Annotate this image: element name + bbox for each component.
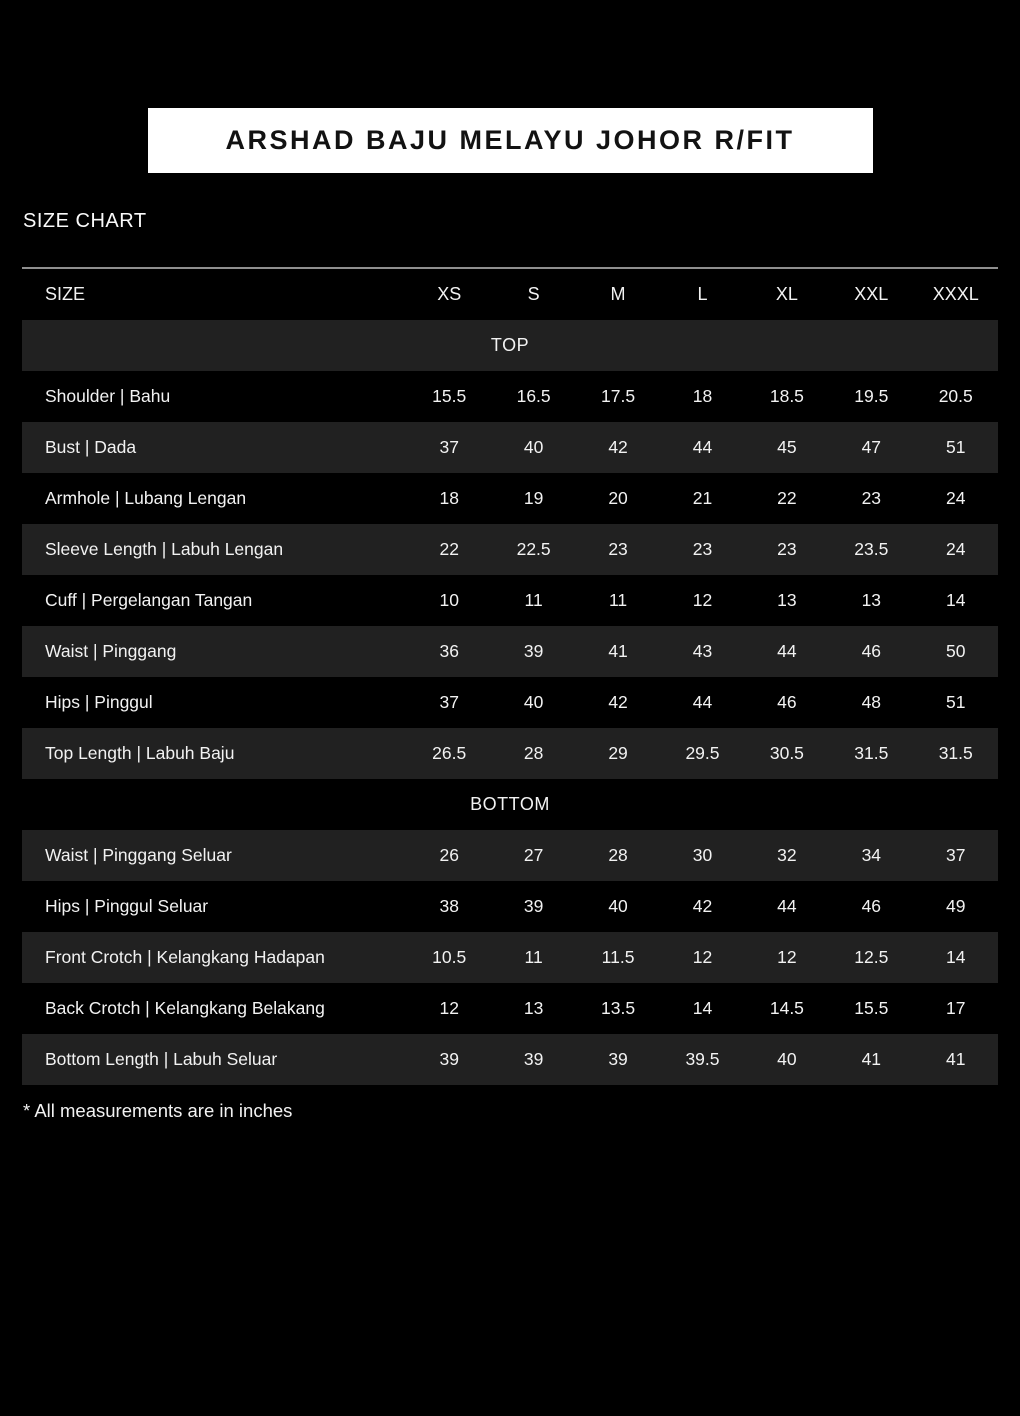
cell-value: 50 [946,641,966,661]
cell-value: 19 [523,488,544,508]
cell-value: 24 [946,539,966,559]
row-label: Sleeve Length | Labuh Lengan [45,539,284,559]
section-label-top: TOP [490,335,530,355]
row-label: Cuff | Pergelangan Tangan [45,590,253,610]
cell-value: 18 [439,488,459,508]
cell-value: 13 [523,998,544,1018]
cell-value: 36 [439,641,459,661]
size-chart-heading: SIZE CHART [23,210,147,232]
cell-value: 49 [946,896,966,916]
cell-value: 40 [523,692,544,712]
section-header-bottom [22,779,998,830]
cell-value: 22 [777,488,797,508]
size-table [22,267,998,1085]
cell-value: 14 [946,947,966,967]
cell-value: 39.5 [685,1049,720,1069]
table-row [22,728,998,779]
cell-value: 42 [692,896,713,916]
cell-value: 41 [608,641,628,661]
cell-value: 12 [439,998,459,1018]
cell-value: 42 [608,437,628,457]
cell-value: 44 [692,692,713,712]
cell-value: 38 [439,896,459,916]
cell-value: 12.5 [854,947,889,967]
column-header-s: S [527,284,540,304]
cell-value: 40 [523,437,544,457]
table-row [22,932,998,983]
cell-value: 14 [692,998,713,1018]
cell-value: 51 [946,692,966,712]
row-label: Bottom Length | Labuh Seluar [45,1049,278,1069]
cell-value: 11 [524,947,543,967]
cell-value: 40 [608,896,628,916]
size-header-row [22,269,998,320]
cell-value: 17.5 [601,386,636,406]
cell-value: 12 [692,947,713,967]
column-header-xxl: XXL [854,284,889,304]
cell-value: 37 [946,845,966,865]
cell-value: 30 [692,845,713,865]
row-label: Back Crotch | Kelangkang Belakang [45,998,325,1018]
cell-value: 51 [946,437,966,457]
cell-value: 44 [777,896,797,916]
row-label: Hips | Pinggul Seluar [45,896,209,916]
measurements-footnote: * All measurements are in inches [23,1100,293,1121]
cell-value: 13 [861,590,882,610]
row-label: Armhole | Lubang Lengan [45,488,247,508]
cell-value: 28 [608,845,628,865]
cell-value: 48 [861,692,882,712]
cell-value: 46 [861,641,882,661]
cell-value: 14.5 [769,998,804,1018]
cell-value: 13 [777,590,797,610]
cell-value: 11.5 [601,947,635,967]
cell-value: 17 [946,998,966,1018]
row-label: Hips | Pinggul [45,692,153,712]
cell-value: 10.5 [432,947,467,967]
cell-value: 40 [777,1049,797,1069]
cell-value: 23 [692,539,713,559]
section-label-bottom: BOTTOM [470,794,550,814]
cell-value: 39 [608,1049,628,1069]
cell-value: 13.5 [601,998,636,1018]
cell-value: 46 [777,692,797,712]
cell-value: 45 [777,437,797,457]
cell-value: 18.5 [769,386,804,406]
column-header-xs: XS [437,284,462,304]
cell-value: 30.5 [769,743,804,763]
row-label: Waist | Pinggang [45,641,177,661]
column-header-m: M [610,284,626,304]
cell-value: 23 [608,539,628,559]
table-row [22,371,998,422]
row-label: Waist | Pinggang Seluar [45,845,232,865]
cell-value: 15.5 [432,386,467,406]
column-header-xl: XL [775,284,798,304]
cell-value: 31.5 [854,743,889,763]
cell-value: 18 [692,386,713,406]
cell-value: 32 [777,845,797,865]
table-row [22,983,998,1034]
cell-value: 41 [946,1049,966,1069]
cell-value: 47 [861,437,882,457]
cell-value: 24 [946,488,966,508]
cell-value: 39 [523,641,544,661]
cell-value: 27 [523,845,544,865]
cell-value: 10 [439,590,459,610]
table-row [22,524,998,575]
cell-value: 37 [439,437,459,457]
cell-value: 26 [439,845,459,865]
column-header-xxxl: XXXL [932,284,979,304]
cell-value: 12 [692,590,713,610]
row-label: Bust | Dada [45,437,137,457]
cell-value: 22.5 [516,539,551,559]
cell-value: 31.5 [938,743,973,763]
size-header-label: SIZE [45,284,86,304]
cell-value: 11 [524,590,543,610]
cell-value: 39 [439,1049,459,1069]
table-row [22,1034,998,1085]
cell-value: 26.5 [432,743,467,763]
cell-value: 23.5 [854,539,889,559]
cell-value: 29 [608,743,628,763]
cell-value: 46 [861,896,882,916]
table-row [22,575,998,626]
cell-value: 39 [523,1049,544,1069]
column-header-l: L [697,284,708,304]
row-label: Shoulder | Bahu [45,386,171,406]
cell-value: 37 [439,692,459,712]
cell-value: 16.5 [516,386,551,406]
table-row [22,422,998,473]
cell-value: 44 [777,641,797,661]
cell-value: 41 [861,1049,882,1069]
table-row [22,626,998,677]
cell-value: 19.5 [854,386,889,406]
product-title-banner [148,108,873,173]
cell-value: 28 [523,743,544,763]
cell-value: 20 [608,488,628,508]
cell-value: 43 [692,641,713,661]
cell-value: 34 [861,845,882,865]
cell-value: 14 [946,590,966,610]
row-label: Front Crotch | Kelangkang Hadapan [45,947,325,967]
cell-value: 44 [692,437,713,457]
table-row [22,830,998,881]
table-row [22,881,998,932]
row-label: Top Length | Labuh Baju [45,743,235,763]
cell-value: 12 [777,947,797,967]
section-header-top [22,320,998,371]
table-row [22,473,998,524]
product-title: ARSHAD BAJU MELAYU JOHOR R/FIT [225,125,795,155]
cell-value: 29.5 [685,743,720,763]
cell-value: 42 [608,692,628,712]
cell-value: 15.5 [854,998,889,1018]
table-row [22,677,998,728]
cell-value: 23 [777,539,797,559]
cell-value: 21 [692,488,713,508]
cell-value: 22 [439,539,459,559]
cell-value: 23 [861,488,882,508]
cell-value: 20.5 [938,386,973,406]
cell-value: 39 [523,896,544,916]
cell-value: 11 [608,590,628,610]
